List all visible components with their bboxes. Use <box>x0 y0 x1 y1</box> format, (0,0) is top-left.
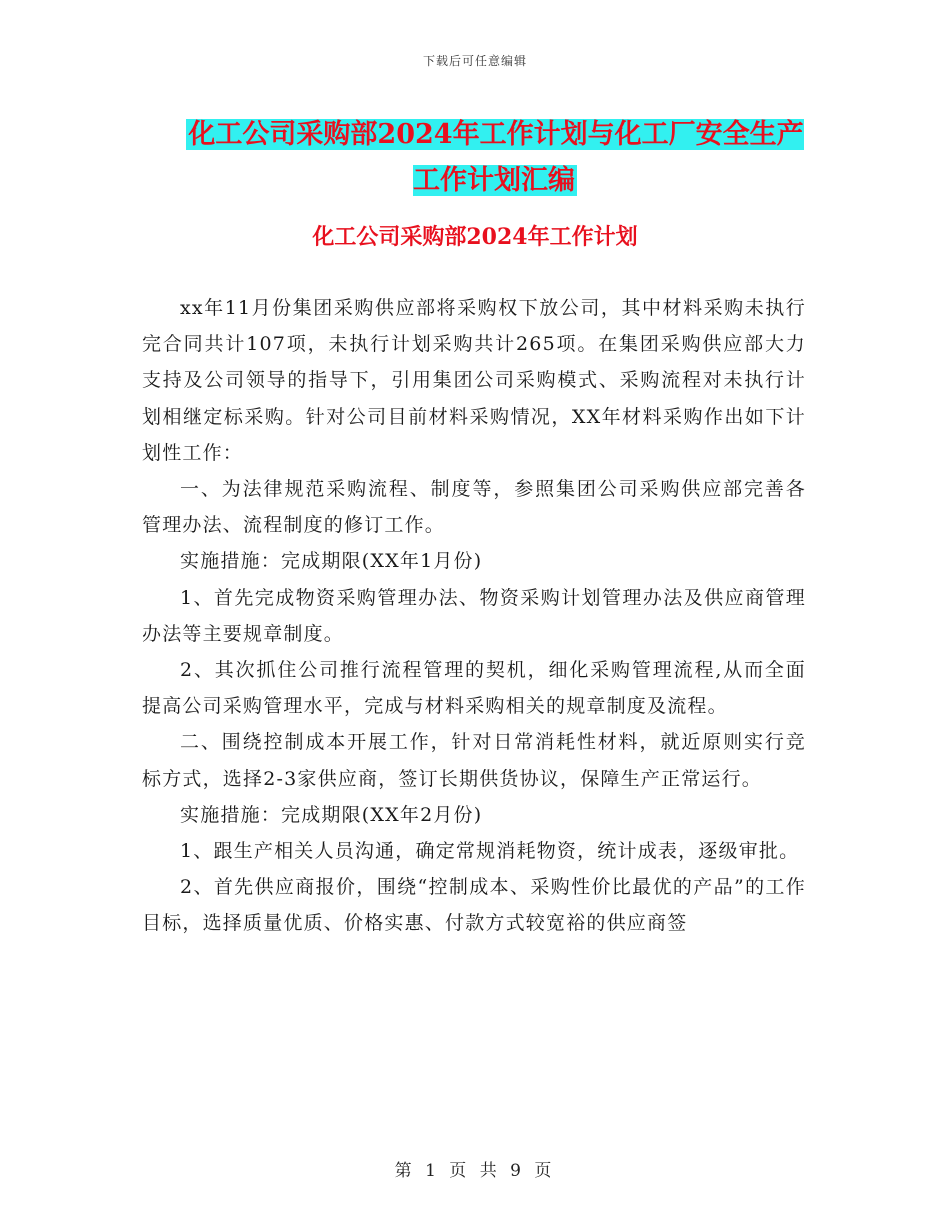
document-body <box>142 290 806 942</box>
paragraph: 实施措施：完成期限(XX年1月份) <box>180 550 483 573</box>
paragraph: 2、首先供应商报价，围绕“控制成本、采购性价比最优的产品”的工作目标，选择质量优质、价格实惠、付款方式较宽裕的供应商签 <box>142 876 806 935</box>
page-number: 第 1 页 共 9 页 <box>394 1161 556 1181</box>
document-title-text: 化工公司采购部2024年工作计划与化工厂安全生产工作计划汇编 <box>188 119 804 196</box>
paragraph: 1、跟生产相关人员沟通，确定常规消耗物资，统计成表，逐级审批。 <box>180 840 800 863</box>
paragraph: xx年11月份集团采购供应部将采购权下放公司，其中材料采购未执行完合同共计107项，未执行计划采购共计265项。在集团采购供应部大力支持及公司领导的指导下，引用集团公司采购模式、采购流程对未执行计划相继定标采购。针对公司目前材料采购情况，XX年材料采购作出如下计划性工作： <box>142 297 806 464</box>
paragraph: 实施措施：完成期限(XX年2月份) <box>180 803 483 826</box>
paragraph: 二、围绕控制成本开展工作，针对日常消耗性材料，就近原则实行竞标方式，选择2-3家供应商，签订长期供货协议，保障生产正常运行。 <box>142 731 806 790</box>
paragraph: 1、首先完成物资采购管理办法、物资采购计划管理办法及供应商管理办法等主要规章制度。 <box>142 586 806 645</box>
header-note: 下载后可任意编辑 <box>422 54 527 68</box>
section-title: 化工公司采购部2024年工作计划 <box>312 224 638 250</box>
document-title <box>180 112 810 204</box>
paragraph: 一、为法律规范采购流程、制度等，参照集团公司采购供应部完善各管理办法、流程制度的修订工作。 <box>142 478 806 537</box>
paragraph: 2、其次抓住公司推行流程管理的契机，细化采购管理流程,从而全面提高公司采购管理水平，完成与材料采购相关的规章制度及流程。 <box>142 659 806 718</box>
